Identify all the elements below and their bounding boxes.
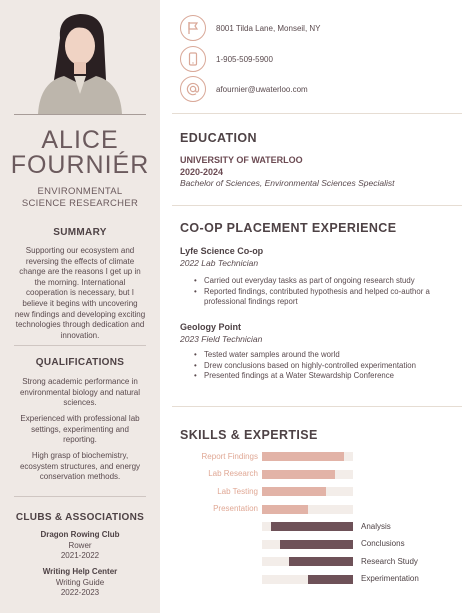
list-item: • Tested water samples around the world [194, 350, 444, 361]
skill-bar-fill [271, 522, 353, 531]
education-years: 2020-2024 [180, 167, 224, 177]
phone-icon [180, 46, 206, 72]
section-divider [172, 113, 462, 114]
job-bullets [194, 276, 444, 308]
skills-heading: SKILLS & EXPERTISE [180, 428, 318, 442]
skill-bar-track [262, 470, 353, 479]
club-name: Writing Help Center [42, 567, 118, 576]
role-line-2: SCIENCE RESEARCHER [21, 198, 139, 209]
skill-bar-fill [262, 505, 308, 514]
skill-bar-fill [308, 575, 354, 584]
skill-bar-fill [280, 540, 353, 549]
role-line-1: ENVIRONMENTAL [37, 186, 123, 197]
sidebar [0, 0, 160, 613]
club-name: Dragon Rowing Club [40, 530, 120, 539]
club-years: 2022-2023 [60, 588, 100, 597]
skill-bar-track [262, 505, 353, 514]
skill-bar-track [262, 575, 353, 584]
club-years: 2021-2022 [60, 551, 100, 560]
club-role: Writing Guide [55, 577, 105, 587]
skill-bar-track [262, 540, 353, 549]
summary-text: Supporting our ecosystem and reversing the effects of climate change are the reasons I get up in the morning. International cooperation is necessary, but I believe it begins with uncovering new findings and developing exciting technologies through dedication and innovation. [14, 246, 146, 340]
education-degree: Bachelor of Sciences, Environmental Sciences Specialist [180, 178, 395, 188]
qualification-item: Experienced with professional lab settings, experimenting and reporting. [20, 414, 140, 445]
qualification-item: Strong academic performance in environmental biology and natural sciences. [19, 377, 141, 408]
sidebar-divider [14, 345, 146, 346]
job-company: Lyfe Science Co-op [180, 246, 264, 256]
section-divider [172, 406, 462, 407]
section-divider [172, 205, 462, 206]
contact-phone[interactable]: 1-905-509-5900 [216, 55, 273, 64]
qualifications-heading: QUALIFICATIONS [35, 357, 125, 368]
clubs-heading: CLUBS & ASSOCIATIONS [15, 512, 145, 523]
qualification-item: High grasp of biochemistry, ecosystem structures, and energy conservation methods. [19, 451, 141, 482]
skill-label: Analysis [361, 521, 391, 531]
job-title: 2022 Lab Technician [180, 258, 259, 268]
skill-bar-fill [262, 452, 344, 461]
flag-icon [180, 15, 206, 41]
list-item: • Drew conclusions based on highly-controlled experimentation [194, 361, 444, 372]
first-name: ALICE [41, 126, 119, 154]
skill-bar-track [262, 557, 353, 566]
skill-bar-track [262, 452, 353, 461]
sidebar-divider [14, 496, 146, 497]
contact-address: 8001 Tilda Lane, Monseil, NY [216, 24, 321, 33]
skill-bar-track [262, 522, 353, 531]
skill-label: Lab Research [208, 469, 258, 478]
job-bullets [194, 350, 444, 382]
skill-bar-fill [289, 557, 353, 566]
skill-label: Experimentation [361, 574, 419, 583]
club-role: Rower [68, 540, 92, 550]
skill-label: Presentation [213, 504, 258, 513]
skill-bar-fill [262, 487, 326, 496]
photo-divider [14, 114, 146, 115]
education-heading: EDUCATION [180, 131, 257, 145]
skill-label: Research Study [361, 556, 418, 566]
contact-email[interactable]: afournier@uwaterloo.com [216, 85, 308, 94]
club-entry [0, 530, 160, 562]
profile-photo [30, 8, 130, 114]
education-school: UNIVERSITY OF WATERLOO [180, 155, 303, 165]
list-item: • Reported findings, contributed hypothesis and helped co-author a professional findings report [194, 287, 444, 308]
skill-bar-fill [262, 470, 335, 479]
skill-label: Conclusions [361, 539, 405, 548]
job-company: Geology Point [180, 322, 242, 332]
skill-label: Report Findings [201, 451, 258, 461]
list-item: • Carried out everyday tasks as part of ongoing research study [194, 276, 444, 287]
skill-bar-track [262, 487, 353, 496]
experience-heading: CO-OP PLACEMENT EXPERIENCE [180, 221, 397, 235]
email-icon [180, 76, 206, 102]
job-title: 2023 Field Technician [180, 334, 263, 344]
last-name: FOURNIÉR [10, 151, 150, 179]
summary-heading: SUMMARY [53, 227, 107, 238]
club-entry [0, 567, 160, 599]
list-item: • Presented findings at a Water Stewardship Conference [194, 371, 444, 382]
skill-label: Lab Testing [217, 486, 258, 496]
